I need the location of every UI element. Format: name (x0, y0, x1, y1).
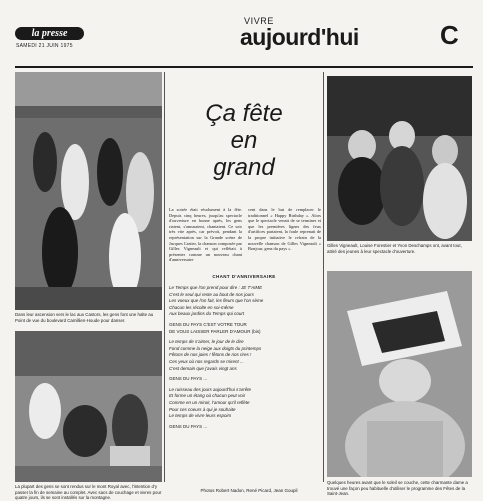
song-line: Le Temps que l'on prend pour dire : JE T'AIME (169, 285, 263, 290)
article-body-right: cent dans le but de remplacer le traditionnel « Happy Birthday ». Alors que le spectacle venait de se terminer et que les premières lignes des feux d'artifices partaient, la foule reprenait de la propre initiative le refrain de la nouvelle chanson de Gilles Vigneault « Bonjour, gens du pays ». (248, 207, 321, 252)
song-lines (169, 285, 319, 430)
song-line: GENS DU PAYS ... (169, 423, 208, 429)
song-line: Le temps de vivre leurs espoirs (169, 413, 232, 419)
caption-campers: La plupart des gens se sont rendus sur le mont Royal avec, l'intention d'y passer la fin de semaine au complet. Avec sacs de couchage et vivres pour quatre jours, ils se sont installés sur la montagne. (15, 484, 162, 501)
song-lyrics (169, 274, 319, 430)
headline-line-2: en (230, 127, 258, 154)
caption-dancers: Dans leur ascension vers le lac aux Castors, les gens font une halte au Point de vue du boulevard Camillien-Houde pour danser. (15, 312, 154, 323)
song-line: C'est demain que j'avais vingt ans (169, 365, 237, 371)
masthead-rule (15, 66, 473, 68)
photo-performers (327, 76, 472, 241)
photo-dancers (15, 72, 162, 310)
song-line: GENS DU PAYS C'EST VOTRE TOUR (169, 321, 247, 327)
photo-credits: Photos Robert Nadon, René Picard, Jean Goupil (200, 488, 298, 493)
section-letter: C (440, 20, 459, 50)
song-title: CHANT D'ANNIVERSAIRE (212, 274, 276, 279)
song-line: Chacun les récolte en soi-même (169, 304, 234, 310)
song-line: Fêtons de nos joies ! fêtons de nos rires ! (169, 352, 252, 358)
caption-woman-program: Quelques heures avant que le soleil se couche, cette charmante dame a trouvé une façon peu habituelle d'utiliser le programme des Fêtes de la Saint-Jean. (327, 480, 468, 497)
song-line: Pour ces coeurs à qui je souhaite (169, 406, 236, 412)
song-line: Aux beaux jardins du Temps qui court (169, 311, 245, 317)
headline-line-1: Ça fête (205, 100, 283, 127)
song-line: GENS DU PAYS ... (169, 376, 208, 382)
photo-woman-program (327, 271, 472, 477)
song-line: Ces yeux où nos regards se mirent ... (169, 358, 244, 364)
song-line: Les voeux que l'on fait, les fleurs que l'on sème (169, 298, 264, 304)
photo-campers (15, 331, 162, 482)
newspaper-logo: la presse (15, 27, 84, 40)
dateline: SAMEDI 21 JUIN 1975 (16, 43, 73, 49)
song-line: C'est le seul qui reste au bout de nos jours (169, 291, 254, 297)
headline (168, 100, 320, 181)
song-line: Et forme un étang où chacun peut voir (169, 393, 246, 399)
section-kicker: VIVRE (244, 16, 275, 26)
section-title: aujourd'hui (240, 24, 359, 50)
song-line: DE VOUS LAISSER PARLER D'AMOUR (bis) (169, 328, 261, 334)
headline-line-3: grand (213, 154, 275, 181)
song-line: Le temps de s'aimer, le jour de le dire (169, 339, 244, 345)
column-rule-left (164, 72, 165, 482)
article-body-left: La soirée était résolument à la fête. Depuis cinq heures, jusqu'au spectacle d'ouverture en bonne après, les gens riaient, s'amusaient, chantaient. Ce soir très vite après, car prévoit, pendant la représentation sur la Grande scène de Jacques Cartier, la chanson composée par Gilles Vigneault et qui reflétait à présenter comme un nouveau chant d'anniversaire (169, 207, 242, 263)
song-line: Comme en un miroir, l'amour qu'il reflète (169, 399, 250, 405)
song-line: Fond comme la neige aux doigts du printemps (169, 345, 262, 351)
song-line: Le ruisseau des jours aujourd'hui s'arrête (169, 386, 252, 392)
caption-performers: Gilles Vigneault, Louise Forestier et Yvon Deschamps ont, avant tout, attiré des jeunes à leur spectacle d'ouverture. (327, 243, 462, 254)
column-rule-right (323, 72, 324, 482)
